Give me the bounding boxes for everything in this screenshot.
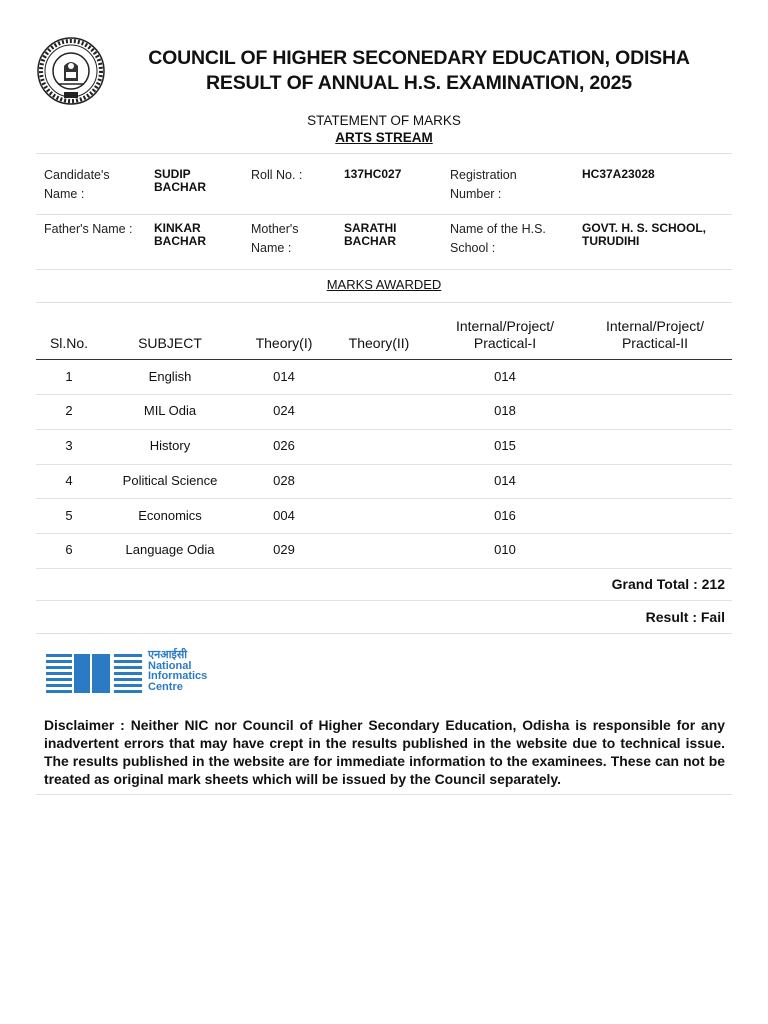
result-status: Result : Fail <box>645 609 725 625</box>
cell-subject: MIL Odia <box>143 403 197 418</box>
table-row <box>36 360 732 395</box>
candidate-info-row-1 <box>36 166 732 214</box>
cell-subject: Economics <box>138 508 202 523</box>
father-name-value: KINKAR BACHAR <box>154 221 206 248</box>
cell-theory1: 029 <box>273 542 295 557</box>
cell-subject: Language Odia <box>125 542 215 557</box>
cell-subject: Political Science <box>122 473 218 488</box>
col-header-internal1 <box>430 318 580 352</box>
col-header-internal1-line1: Internal/Project/ <box>455 318 555 334</box>
divider <box>36 633 732 634</box>
cell-slno: 4 <box>65 473 73 488</box>
cell-slno: 2 <box>65 403 73 418</box>
result-title: RESULT OF ANNUAL H.S. EXAMINATION, 2025 <box>206 72 632 94</box>
cell-slno: 5 <box>65 508 73 523</box>
cell-internal1: 014 <box>494 473 516 488</box>
cell-theory1: 004 <box>273 508 295 523</box>
statement-heading <box>36 112 732 146</box>
registration-value: HC37A23028 <box>582 167 655 181</box>
cell-subject: History <box>149 438 191 453</box>
col-header-theory1: Theory(I) <box>255 335 313 351</box>
nic-text-line3: Centre <box>148 680 183 693</box>
cell-internal1: 016 <box>494 508 516 523</box>
nic-wordmark <box>148 650 207 692</box>
marks-awarded-heading: MARKS AWARDED <box>326 277 442 292</box>
mother-name-value: SARATHI BACHAR <box>344 221 397 248</box>
page-header <box>36 36 732 106</box>
divider <box>36 794 732 795</box>
cell-slno: 3 <box>65 438 73 453</box>
disclaimer-text: Disclaimer : Neither NIC nor Council of Higher Secondary Education, Odisha is responsible for any inadvertent errors that may have crept in the results published in the website due to technical issue. The results published in the website are for immediate information to the examinees. These can not be treated as original mark sheets which will be issued by the Council separately. <box>44 717 725 787</box>
roll-no-label: Roll No. : <box>251 168 303 182</box>
mother-name-label: Mother's Name : <box>251 222 299 255</box>
nic-logo <box>46 650 221 696</box>
stream-title: ARTS STREAM <box>335 130 433 145</box>
cell-subject: English <box>148 369 192 384</box>
council-title: COUNCIL OF HIGHER SECONEDARY EDUCATION, ODISHA <box>148 47 690 69</box>
table-row <box>36 429 732 464</box>
divider <box>36 302 732 303</box>
registration-label: Registration Number : <box>450 168 517 201</box>
nic-text-line2: Informatics <box>148 670 208 682</box>
table-row <box>36 533 732 568</box>
cell-internal1: 014 <box>494 369 516 384</box>
council-seal-icon <box>36 36 106 106</box>
divider <box>36 153 732 154</box>
nic-hindi-text: एनआईसी <box>148 649 188 661</box>
father-name-label: Father's Name : <box>44 222 133 236</box>
cell-theory1: 026 <box>273 438 295 453</box>
cell-internal1: 018 <box>494 403 516 418</box>
nic-text-line1: National <box>148 659 192 672</box>
col-header-slno: Sl.No. <box>49 335 89 351</box>
cell-theory1: 024 <box>273 403 295 418</box>
col-header-internal2-line1: Internal/Project/ <box>605 318 705 334</box>
grand-total: Grand Total : 212 <box>611 576 725 592</box>
table-row <box>36 394 732 429</box>
table-row <box>36 499 732 534</box>
school-value: GOVT. H. S. SCHOOL, TURUDIHI <box>582 221 707 248</box>
statement-title: STATEMENT OF MARKS <box>307 113 461 128</box>
cell-slno: 1 <box>65 369 73 384</box>
divider <box>36 269 732 270</box>
table-row <box>36 464 732 499</box>
col-header-internal2-line2: Practical-II <box>621 335 689 351</box>
cell-theory1: 028 <box>273 473 295 488</box>
cell-slno: 6 <box>65 542 73 557</box>
divider <box>36 214 732 215</box>
cell-internal1: 015 <box>494 438 516 453</box>
col-header-subject: SUBJECT <box>138 335 202 351</box>
col-header-internal1-line2: Practical-I <box>473 335 537 351</box>
col-header-theory2: Theory(II) <box>348 335 410 351</box>
cell-internal1: 010 <box>494 542 516 557</box>
divider <box>36 568 732 569</box>
cell-theory1: 014 <box>273 369 295 384</box>
candidate-info-row-2 <box>36 220 732 268</box>
candidate-name-value: SUDIP BACHAR <box>154 167 206 194</box>
school-label: Name of the H.S. School : <box>450 222 546 255</box>
divider <box>36 600 732 601</box>
col-header-internal2 <box>580 318 730 352</box>
candidate-name-label: Candidate's Name : <box>44 168 110 201</box>
roll-no-value: 137HC027 <box>344 167 402 181</box>
